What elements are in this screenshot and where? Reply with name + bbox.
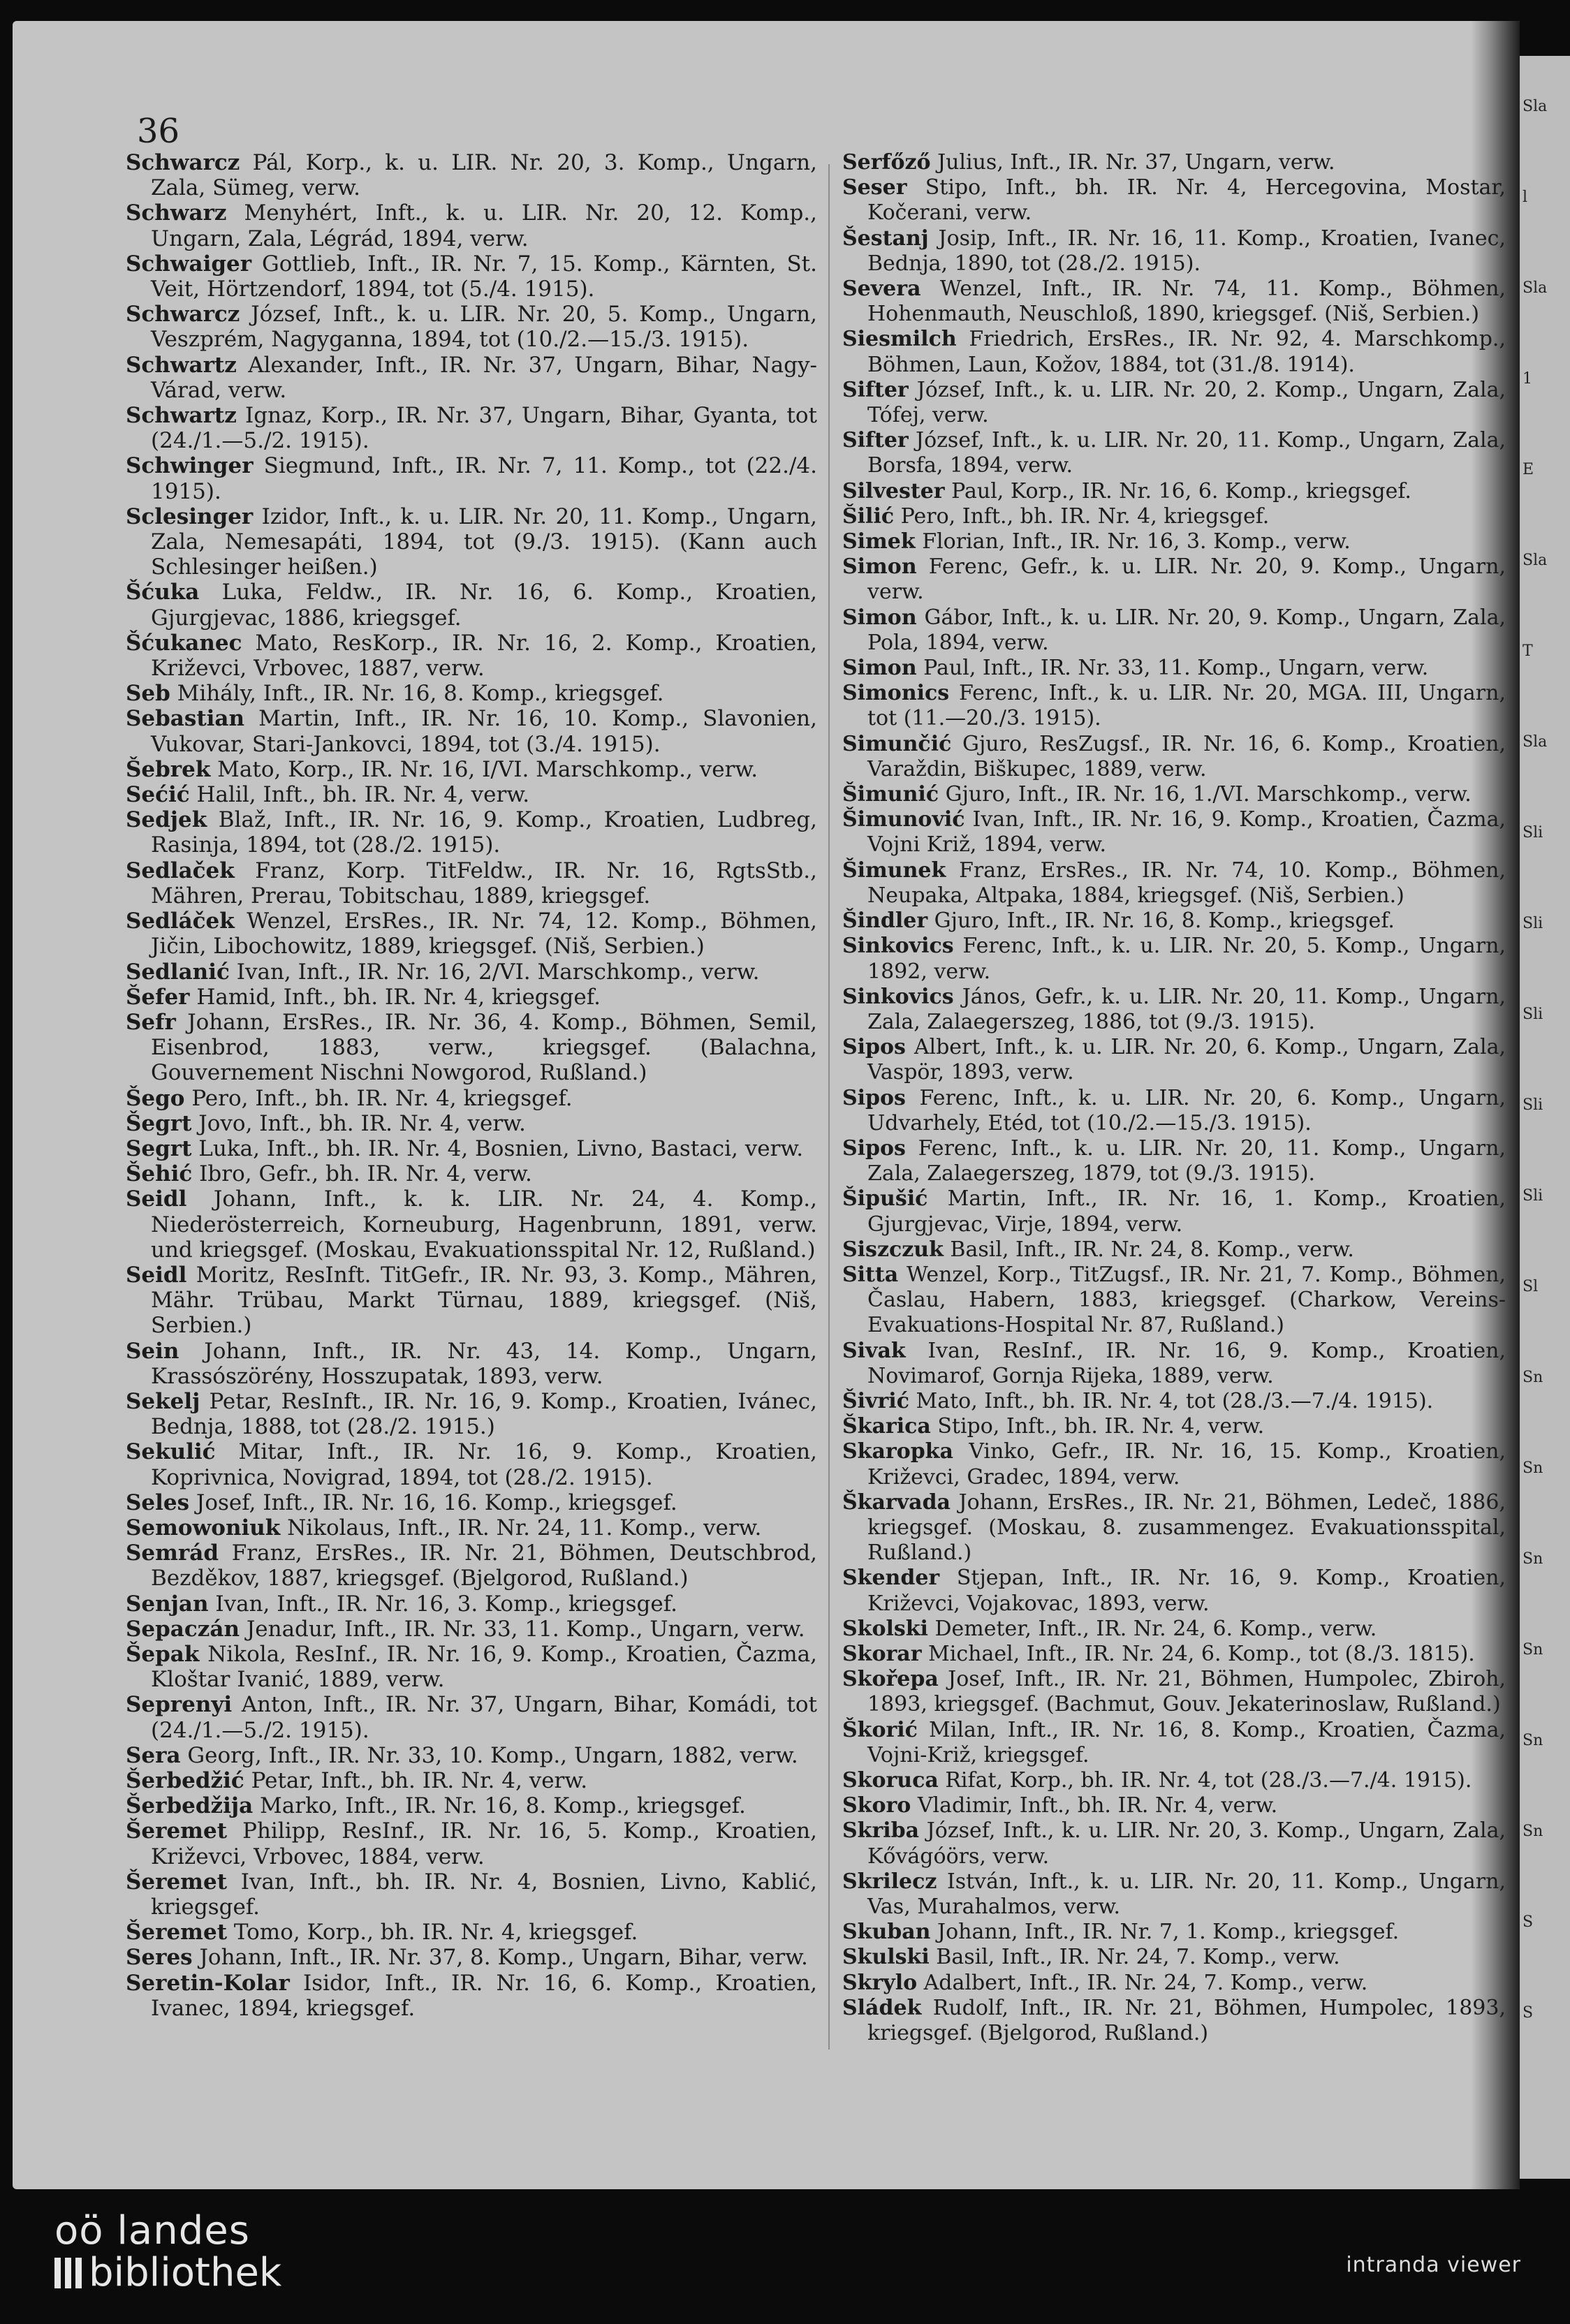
- left-column-entry: [126, 504, 817, 580]
- right-column-entry: [842, 909, 1506, 934]
- entry-text: Sitta Wenzel, Korp., TitZugsf., IR. Nr. 21, 7. Komp., Böhmen, Časlau, Habern, 1883, kriegsgef. (Charkow, Vereins-Evakuations-Hospital Nr. 87, Rußland.): [842, 1262, 1506, 1338]
- left-column-entry: [126, 1086, 817, 1111]
- left-column-entry: [126, 1793, 817, 1818]
- right-column-entry: [842, 1818, 1506, 1869]
- right-column-entry: [842, 504, 1506, 529]
- entry-text: Šegrt Jovo, Inft., bh. IR. Nr. 4, verw.: [126, 1110, 526, 1136]
- entry-text: Seles Josef, Inft., IR. Nr. 16, 16. Komp., kriegsgef.: [126, 1490, 677, 1515]
- entry-text: Šestanj Josip, Inft., IR. Nr. 16, 11. Komp., Kroatien, Ivanec, Bednja, 1890, tot (28./2. 1915).: [842, 226, 1506, 276]
- entry-text: Sedláček Wenzel, ErsRes., IR. Nr. 74, 12. Komp., Böhmen, Jičin, Libochowitz, 1889, kriegsgef. (Niš, Serbien.): [126, 909, 817, 959]
- entry-text: Schwarz Menyhért, Inft., k. u. LIR. Nr. 20, 12. Komp., Ungarn, Zala, Légrád, 1894, verw.: [126, 200, 817, 251]
- left-column-entry: [126, 1111, 817, 1136]
- logo-line-2-text: bibliothek: [89, 2250, 282, 2295]
- page-number: 36: [137, 112, 180, 151]
- entry-text: Skulski Basil, Inft., IR. Nr. 24, 7. Komp., verw.: [842, 1945, 1340, 1970]
- entry-text: Škarvada Johann, ErsRes., IR. Nr. 21, Böhmen, Ledeč, 1886, kriegsgef. (Moskau, 8. zusammengez. Evakuationsspital, Rußland.): [842, 1490, 1506, 1566]
- logo-line-1: oö landes: [54, 2208, 250, 2253]
- entry-text: Simon Ferenc, Gefr., k. u. LIR. Nr. 20, 9. Komp., Ungarn, verw.: [842, 554, 1506, 605]
- entry-text: Sećić Halil, Inft., bh. IR. Nr. 4, verw.: [126, 782, 530, 808]
- entry-text: Senjan Ivan, Inft., IR. Nr. 16, 3. Komp., kriegsgef.: [126, 1591, 677, 1617]
- right-column-entry: [842, 1389, 1506, 1414]
- entry-text: Sifter József, Inft., k. u. LIR. Nr. 20, 11. Komp., Ungarn, Zala, Borsfa, 1894, verw.: [842, 428, 1506, 478]
- left-column-entry: [126, 1692, 817, 1742]
- entry-text: Škarica Stipo, Inft., bh. IR. Nr. 4, verw.: [842, 1414, 1265, 1439]
- next-page-fragment: 1: [1523, 370, 1532, 388]
- entry-text: Skořepa Josef, Inft., IR. Nr. 21, Böhmen, Humpolec, Zbiroh, 1893, kriegsgef. (Bachmut, Gouv. Jekaterinoslaw, Rußland.): [842, 1667, 1506, 1717]
- entry-text: Sekulić Mitar, Inft., IR. Nr. 16, 9. Komp., Kroatien, Koprivnica, Novigrad, 1894, tot (28./2. 1915).: [126, 1439, 817, 1490]
- left-column-entry: [126, 757, 817, 782]
- left-column-entry: [126, 1161, 817, 1186]
- next-page-fragment: Sla: [1523, 279, 1548, 297]
- left-column-entry: [126, 1617, 817, 1642]
- library-logo: [54, 2210, 281, 2294]
- entry-text: Šipušić Martin, Inft., IR. Nr. 16, 1. Komp., Kroatien, Gjurgjevac, Virje, 1894, verw.: [842, 1186, 1506, 1237]
- left-column-entry: [126, 200, 817, 251]
- entry-text: Šehić Ibro, Gefr., bh. IR. Nr. 4, verw.: [126, 1161, 532, 1187]
- right-column-entry: [842, 150, 1506, 175]
- left-column-entry: [126, 1515, 817, 1540]
- right-column-entry: [842, 1971, 1506, 1996]
- column-divider: [828, 164, 830, 2050]
- entry-text: Simonics Ferenc, Inft., k. u. LIR. Nr. 20, MGA. III, Ungarn, tot (11.—20./3. 1915).: [842, 681, 1506, 731]
- left-column-entry: [126, 782, 817, 807]
- entry-text: Sedjek Blaž, Inft., IR. Nr. 16, 9. Komp., Kroatien, Ludbreg, Rasinja, 1894, tot (28./2. 1915).: [126, 807, 817, 858]
- right-column-entry: [842, 1642, 1506, 1667]
- entry-text: Sebastian Martin, Inft., IR. Nr. 16, 10. Komp., Slavonien, Vukovar, Stari-Jankovci, 1894, tot (3./4. 1915).: [126, 706, 817, 757]
- left-column-entry: [126, 1263, 817, 1339]
- entry-text: Simon Gábor, Inft., k. u. LIR. Nr. 20, 9. Komp., Ungarn, Zala, Pola, 1894, verw.: [842, 605, 1506, 655]
- left-column-entry: [126, 251, 817, 302]
- left-column-entry: [126, 302, 817, 352]
- entry-text: Šimunek Franz, ErsRes., IR. Nr. 74, 10. Komp., Böhmen, Neupaka, Altpaka, 1884, kriegsgef. (Niš, Serbien.): [842, 858, 1506, 908]
- right-column-entry: [842, 1237, 1506, 1263]
- next-page-fragment: Sn: [1523, 1550, 1543, 1568]
- left-column-entry: [126, 1136, 817, 1161]
- right-column-entry: [842, 1136, 1506, 1186]
- entry-text: Seser Stipo, Inft., bh. IR. Nr. 4, Hercegovina, Mostar, Kočerani, verw.: [842, 175, 1506, 226]
- left-column-entry: [126, 985, 817, 1010]
- left-column-entry: [126, 1389, 817, 1439]
- viewer-label: intranda viewer: [1346, 2253, 1521, 2277]
- entry-text: Šćukanec Mato, ResKorp., IR. Nr. 16, 2. Komp., Kroatien, Križevci, Vrbovec, 1887, verw.: [126, 630, 817, 682]
- next-page-fragment: T: [1523, 642, 1533, 660]
- next-page-fragment: Sn: [1523, 1369, 1543, 1386]
- right-column-entry: [842, 1439, 1506, 1490]
- entry-text: Skrylo Adalbert, Inft., IR. Nr. 24, 7. Komp., verw.: [842, 1970, 1368, 1995]
- entry-text: Serfőző Julius, Inft., IR. Nr. 37, Ungarn, verw.: [842, 150, 1335, 175]
- entry-text: Sipos Ferenc, Inft., k. u. LIR. Nr. 20, 6. Komp., Ungarn, Udvarhely, Etéd, tot (10./2.—15./3. 1915).: [842, 1085, 1506, 1135]
- entry-text: Sivak Ivan, ResInf., IR. Nr. 16, 9. Komp., Kroatien, Novimarof, Gornja Rijeka, 1889, verw.: [842, 1338, 1506, 1388]
- left-column-entry: [126, 1869, 817, 1920]
- right-column-entry: [842, 378, 1506, 428]
- right-column-entry: [842, 1186, 1506, 1237]
- entry-text: Šindler Gjuro, Inft., IR. Nr. 16, 8. Komp., kriegsgef.: [842, 909, 1395, 934]
- entry-text: Šeremet Ivan, Inft., bh. IR. Nr. 4, Bosnien, Livno, Kablić, kriegsgef.: [126, 1869, 817, 1920]
- entry-text: Škorić Milan, Inft., IR. Nr. 16, 8. Komp., Kroatien, Čazma, Vojni-Križ, kriegsgef.: [842, 1717, 1506, 1767]
- next-page-fragment: Sla: [1523, 733, 1548, 751]
- right-column-entry: [842, 479, 1506, 504]
- entry-text: Schwinger Siegmund, Inft., IR. Nr. 7, 11. Komp., tot (22./4. 1915).: [126, 453, 817, 504]
- entry-text: Šepak Nikola, ResInf., IR. Nr. 16, 9. Komp., Kroatien, Čazma, Kloštar Ivanić, 1889, verw.: [126, 1641, 817, 1693]
- entry-text: Šebrek Mato, Korp., IR. Nr. 16, I/VI. Marschkomp., verw.: [126, 756, 758, 782]
- entry-text: Severa Wenzel, Inft., IR. Nr. 74, 11. Komp., Böhmen, Hohenmauth, Neuschloß, 1890, kriegsgef. (Niš, Serbien.): [842, 277, 1506, 327]
- right-column-entry: [842, 1945, 1506, 1970]
- entry-text: Seidl Johann, Inft., k. k. LIR. Nr. 24, 4. Komp., Niederösterreich, Korneuburg, Hagenbrunn, 1891, verw. und kriegsgef. (Moskau, Evakuationsspital Nr. 12, Rußland.): [126, 1186, 817, 1263]
- right-column-entry: [842, 1339, 1506, 1389]
- next-page-fragment: Sla: [1523, 98, 1548, 115]
- right-column-entry: [842, 681, 1506, 731]
- entry-text: Skrilecz István, Inft., k. u. LIR. Nr. 20, 11. Komp., Ungarn, Vas, Murahalmos, verw.: [842, 1869, 1506, 1920]
- next-page-fragment: Sli: [1523, 824, 1543, 841]
- entry-text: Semrád Franz, ErsRes., IR. Nr. 21, Böhmen, Deutschbrod, Bezděkov, 1887, kriegsgef. (Bjelgorod, Rußland.): [126, 1540, 817, 1591]
- right-column-entry: [842, 277, 1506, 327]
- entry-text: Sinkovics János, Gefr., k. u. LIR. Nr. 20, 11. Komp., Ungarn, Zala, Zalaegerszeg, 1886, tot (9./3. 1915).: [842, 984, 1506, 1034]
- entry-text: Skoruca Rifat, Korp., bh. IR. Nr. 4, tot (28./3.—7./4. 1915).: [842, 1768, 1472, 1793]
- entry-text: Skaropka Vinko, Gefr., IR. Nr. 16, 15. Komp., Kroatien, Križevci, Gradec, 1894, verw.: [842, 1439, 1506, 1490]
- left-column-entry: [126, 1971, 817, 2021]
- right-column-entry: [842, 554, 1506, 605]
- left-column-entry: [126, 1540, 817, 1591]
- left-column-entry: [126, 858, 817, 909]
- entry-text: Semowoniuk Nikolaus, Inft., IR. Nr. 24, 11. Komp., verw.: [126, 1515, 762, 1540]
- right-column-entry: [842, 1869, 1506, 1920]
- right-column-entry: [842, 1086, 1506, 1136]
- left-column-entry: [126, 959, 817, 985]
- right-column-entry: [842, 1667, 1506, 1717]
- left-column-entry: [126, 1768, 817, 1793]
- entry-text: Schwarcz Pál, Korp., k. u. LIR. Nr. 20, 3. Komp., Ungarn, Zala, Sümeg, verw.: [126, 150, 817, 201]
- entry-text: Skoro Vladimir, Inft., bh. IR. Nr. 4, verw.: [842, 1793, 1278, 1818]
- entry-text: Sládek Rudolf, Inft., IR. Nr. 21, Böhmen, Humpolec, 1893, kriegsgef. (Bjelgorod, Rußland.): [842, 1995, 1506, 2046]
- entry-text: Skriba József, Inft., k. u. LIR. Nr. 20, 3. Komp., Ungarn, Zala, Kővágóörs, verw.: [842, 1818, 1506, 1869]
- next-page-fragment: Sn: [1523, 1732, 1543, 1749]
- next-page-fragment: S: [1523, 2004, 1534, 2022]
- left-column-entry: [126, 403, 817, 453]
- entry-text: Sekelj Petar, ResInft., IR. Nr. 16, 9. Komp., Kroatien, Ivánec, Bednja, 1888, tot (28./2. 1915.): [126, 1388, 817, 1440]
- left-column: [126, 150, 817, 2021]
- entry-text: Skuban Johann, Inft., IR. Nr. 7, 1. Komp., kriegsgef.: [842, 1920, 1400, 1945]
- left-column-entry: [126, 1490, 817, 1515]
- left-column-entry: [126, 1945, 817, 1970]
- right-column-entry: [842, 1490, 1506, 1566]
- entry-text: Schwaiger Gottlieb, Inft., IR. Nr. 7, 15. Komp., Kärnten, St. Veit, Hörtzendorf, 1894, tot (5./4. 1915).: [126, 251, 817, 302]
- entry-text: Simunčić Gjuro, ResZugsf., IR. Nr. 16, 6. Komp., Kroatien, Varaždin, Biškupec, 1889, verw.: [842, 731, 1506, 781]
- next-page-fragment: Sl: [1523, 1278, 1539, 1295]
- left-column-entry: [126, 1743, 817, 1768]
- logo-bars-icon: [54, 2258, 82, 2288]
- entry-text: Simon Paul, Inft., IR. Nr. 33, 11. Komp., Ungarn, verw.: [842, 656, 1429, 681]
- right-column-entry: [842, 226, 1506, 277]
- left-column-entry: [126, 580, 817, 630]
- left-column-entry: [126, 631, 817, 681]
- next-page-edge: [1520, 56, 1570, 2179]
- left-column-entry: [126, 453, 817, 503]
- right-column-entry: [842, 782, 1506, 807]
- right-column-entry: [842, 1996, 1506, 2046]
- right-column-entry: [842, 1793, 1506, 1818]
- entry-text: Šimunić Gjuro, Inft., IR. Nr. 16, 1./VI. Marschkomp., verw.: [842, 782, 1472, 807]
- entry-text: Seb Mihály, Inft., IR. Nr. 16, 8. Komp., kriegsgef.: [126, 681, 664, 707]
- right-column-entry: [842, 807, 1506, 858]
- entry-text: Schwartz Alexander, Inft., IR. Nr. 37, Ungarn, Bihar, Nagy-Várad, verw.: [126, 352, 817, 403]
- right-column-entry: [842, 1566, 1506, 1616]
- right-column-entry: [842, 1414, 1506, 1439]
- left-column-entry: [126, 1591, 817, 1617]
- entry-text: Šćuka Luka, Feldw., IR. Nr. 16, 6. Komp., Kroatien, Gjurgjevac, 1886, kriegsgef.: [126, 580, 817, 631]
- right-column-entry: [842, 529, 1506, 554]
- left-column-entry: [126, 1010, 817, 1086]
- entry-text: Skender Stjepan, Inft., IR. Nr. 16, 9. Komp., Kroatien, Križevci, Vojakovac, 1893, verw.: [842, 1566, 1506, 1616]
- right-column-entry: [842, 327, 1506, 377]
- entry-text: Šeremet Philipp, ResInf., IR. Nr. 16, 5. Komp., Kroatien, Križevci, Vrbovec, 1884, verw.: [126, 1818, 817, 1869]
- left-column-entry: [126, 1920, 817, 1945]
- right-column-entry: [842, 934, 1506, 984]
- left-column-entry: [126, 706, 817, 756]
- right-column-entry: [842, 1035, 1506, 1085]
- left-column-entry: [126, 353, 817, 403]
- left-column-entry: [126, 150, 817, 200]
- entry-text: Skorar Michael, Inft., IR. Nr. 24, 6. Komp., tot (8./3. 1815).: [842, 1641, 1475, 1666]
- entry-text: Šeremet Tomo, Korp., bh. IR. Nr. 4, kriegsgef.: [126, 1920, 638, 1946]
- entry-text: Sefr Johann, ErsRes., IR. Nr. 36, 4. Komp., Böhmen, Semil, Eisenbrod, 1883, verw., kriegsgef. (Balachna, Gouvernement Nischni Nowgorod, Rußland.): [126, 1009, 817, 1086]
- right-column-entry: [842, 175, 1506, 226]
- right-column-entry: [842, 985, 1506, 1035]
- right-column-entry: [842, 1718, 1506, 1768]
- right-column-entry: [842, 605, 1506, 656]
- entry-text: Sedlanić Ivan, Inft., IR. Nr. 16, 2/VI. Marschkomp., verw.: [126, 959, 760, 985]
- entry-text: Šivrić Mato, Inft., bh. IR. Nr. 4, tot (28./3.—7./4. 1915).: [842, 1388, 1434, 1413]
- entry-text: Sera Georg, Inft., IR. Nr. 33, 10. Komp., Ungarn, 1882, verw.: [126, 1742, 798, 1768]
- next-page-fragment: Sli: [1523, 915, 1543, 932]
- entry-text: Seprenyi Anton, Inft., IR. Nr. 37, Ungarn, Bihar, Komádi, tot (24./1.—5./2. 1915).: [126, 1692, 817, 1743]
- entry-text: Sclesinger Izidor, Inft., k. u. LIR. Nr. 20, 11. Komp., Ungarn, Zala, Nemesapáti, 1894, tot (9./3. 1915). (Kann auch Schlesinger heißen.): [126, 503, 817, 580]
- entry-text: Sein Johann, Inft., IR. Nr. 43, 14. Komp., Ungarn, Krassószörény, Hosszupatak, 1893, verw.: [126, 1338, 817, 1389]
- entry-text: Sedlaček Franz, Korp. TitFeldw., IR. Nr. 16, RgtsStb., Mähren, Prerau, Tobitschau, 1889, kriegsgef.: [126, 858, 817, 909]
- next-page-fragment: Sli: [1523, 1006, 1543, 1023]
- entry-text: Sinkovics Ferenc, Inft., k. u. LIR. Nr. 20, 5. Komp., Ungarn, 1892, verw.: [842, 934, 1506, 984]
- entry-text: Seres Johann, Inft., IR. Nr. 37, 8. Komp., Ungarn, Bihar, verw.: [126, 1945, 808, 1971]
- entry-text: Skolski Demeter, Inft., IR. Nr. 24, 6. Komp., verw.: [842, 1616, 1377, 1641]
- right-column: [842, 150, 1506, 2046]
- entry-text: Sipos Ferenc, Inft., k. u. LIR. Nr. 20, 11. Komp., Ungarn, Zala, Zalaegerszeg, 1879, tot (9./3. 1915).: [842, 1135, 1506, 1186]
- right-column-entry: [842, 732, 1506, 782]
- left-column-entry: [126, 1186, 817, 1263]
- right-column-entry: [842, 858, 1506, 909]
- next-page-fragment: Sli: [1523, 1096, 1543, 1114]
- right-column-entry: [842, 1617, 1506, 1642]
- entry-text: Schwartz Ignaz, Korp., IR. Nr. 37, Ungarn, Bihar, Gyanta, tot (24./1.—5./2. 1915).: [126, 403, 817, 454]
- entry-text: Sipos Albert, Inft., k. u. LIR. Nr. 20, 6. Komp., Ungarn, Zala, Vaspör, 1893, verw.: [842, 1035, 1506, 1085]
- entry-text: Šerbedžija Marko, Inft., IR. Nr. 16, 8. Komp., kriegsgef.: [126, 1793, 746, 1819]
- entry-text: Siszczuk Basil, Inft., IR. Nr. 24, 8. Komp., verw.: [842, 1237, 1354, 1262]
- next-page-fragment: E: [1523, 461, 1534, 478]
- left-column-entry: [126, 1642, 817, 1692]
- left-column-entry: [126, 909, 817, 959]
- next-page-fragment: Sla: [1523, 552, 1548, 569]
- entry-text: Šilić Pero, Inft., bh. IR. Nr. 4, kriegsgef.: [842, 503, 1270, 529]
- scanned-page: [13, 21, 1520, 2189]
- right-column-entry: [842, 656, 1506, 681]
- entry-text: Šimunović Ivan, Inft., IR. Nr. 16, 9. Komp., Kroatien, Čazma, Vojni Križ, 1894, verw.: [842, 807, 1506, 858]
- left-column-entry: [126, 1439, 817, 1490]
- right-column-entry: [842, 1263, 1506, 1339]
- left-column-entry: [126, 681, 817, 706]
- entry-text: Seidl Moritz, ResInft. TitGefr., IR. Nr. 93, 3. Komp., Mähren, Mähr. Trübau, Markt Türnau, 1889, kriegsgef. (Niš, Serbien.): [126, 1262, 817, 1339]
- entry-text: Segrt Luka, Inft., bh. IR. Nr. 4, Bosnien, Livno, Bastaci, verw.: [126, 1135, 804, 1161]
- left-column-entry: [126, 807, 817, 858]
- next-page-fragment: l: [1523, 189, 1528, 206]
- right-column-entry: [842, 428, 1506, 478]
- entry-text: Silvester Paul, Korp., IR. Nr. 16, 6. Komp., kriegsgef.: [842, 478, 1411, 503]
- next-page-fragment: Sn: [1523, 1823, 1543, 1840]
- left-column-entry: [126, 1818, 817, 1869]
- entry-text: Schwarcz József, Inft., k. u. LIR. Nr. 20, 5. Komp., Ungarn, Veszprém, Nagyganna, 1894, tot (10./2.—15./3. 1915).: [126, 302, 817, 353]
- entry-text: Šego Pero, Inft., bh. IR. Nr. 4, kriegsgef.: [126, 1085, 573, 1111]
- entry-text: Sepaczán Jenadur, Inft., IR. Nr. 33, 11. Komp., Ungarn, verw.: [126, 1616, 805, 1642]
- next-page-fragment: S: [1523, 1913, 1534, 1931]
- next-page-fragment: Sn: [1523, 1459, 1543, 1477]
- right-column-entry: [842, 1768, 1506, 1793]
- left-column-entry: [126, 1339, 817, 1389]
- entry-text: Seretin-Kolar Isidor, Inft., IR. Nr. 16, 6. Komp., Kroatien, Ivanec, 1894, kriegsgef.: [126, 1970, 817, 2021]
- entry-text: Siesmilch Friedrich, ErsRes., IR. Nr. 92, 4. Marschkomp., Böhmen, Laun, Kožov, 1884, tot (31./8. 1914).: [842, 327, 1506, 377]
- right-column-entry: [842, 1920, 1506, 1945]
- entry-text: Šerbedžić Petar, Inft., bh. IR. Nr. 4, verw.: [126, 1768, 588, 1793]
- entry-text: Simek Florian, Inft., IR. Nr. 16, 3. Komp., verw.: [842, 529, 1351, 554]
- logo-line-2: [54, 2252, 281, 2294]
- next-page-fragment: Sli: [1523, 1187, 1543, 1205]
- entry-text: Šefer Hamid, Inft., bh. IR. Nr. 4, kriegsgef.: [126, 984, 601, 1010]
- next-page-fragment: Sn: [1523, 1641, 1543, 1659]
- entry-text: Sifter József, Inft., k. u. LIR. Nr. 20, 2. Komp., Ungarn, Zala, Tófej, verw.: [842, 377, 1506, 428]
